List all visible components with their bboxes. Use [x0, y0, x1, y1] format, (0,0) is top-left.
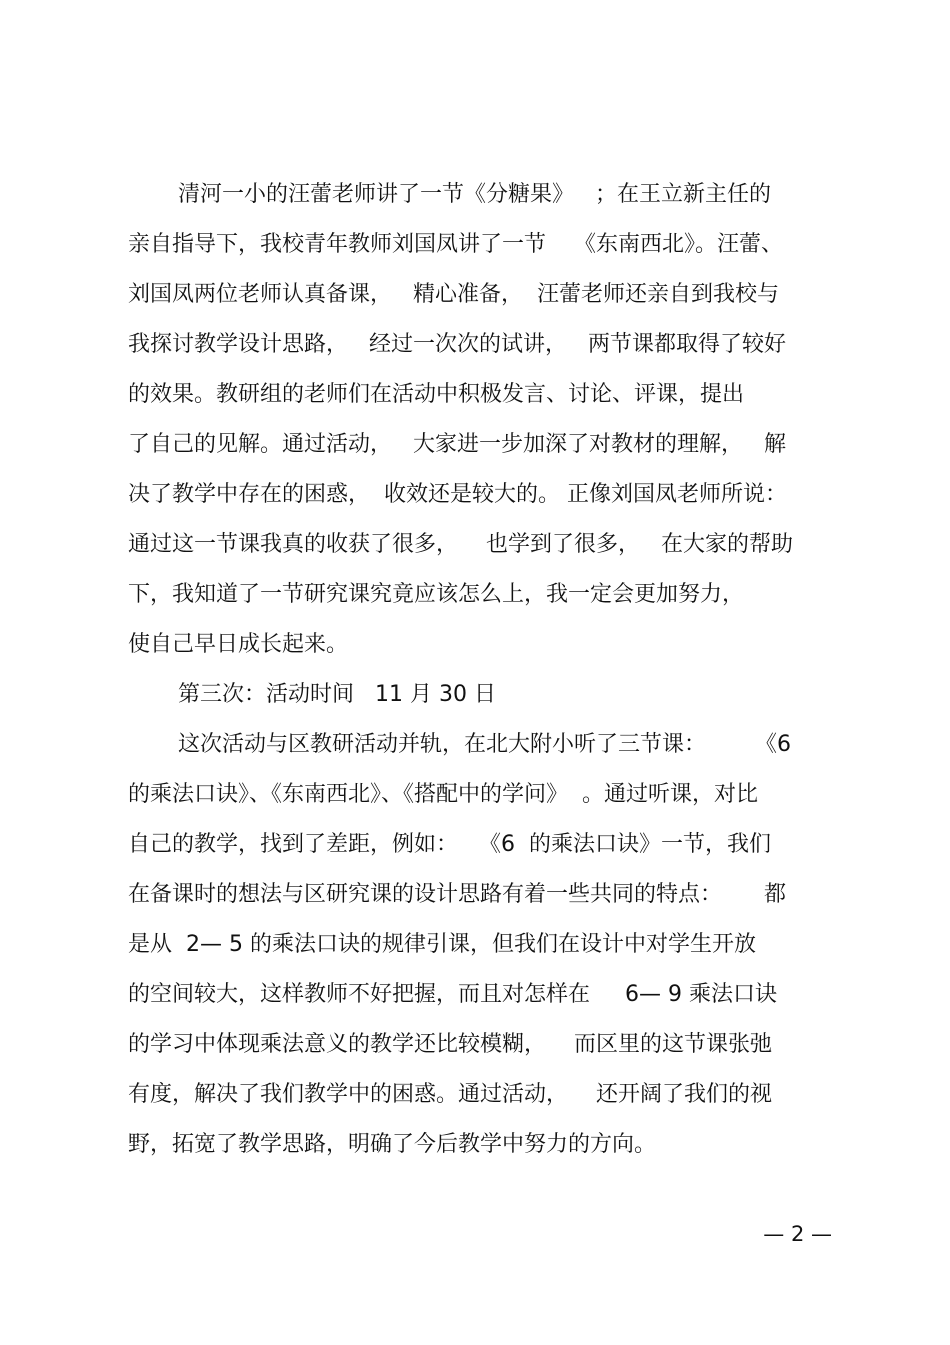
paragraph-line: 的乘法口诀》、《东南西北》、《搭配中的学问》 。通过听课，对比 [128, 782, 758, 807]
paragraph-line: 我探讨教学设计思路， 经过一次次的试讲， 两节课都取得了较好 [128, 332, 786, 357]
paragraph-line: 清河一小的汪蕾老师讲了一节《分糖果》 ；在王立新主任的 [178, 182, 771, 207]
paragraph-line: 的学习中体现乘法意义的教学还比较模糊， 而区里的这节课张弛 [128, 1032, 772, 1057]
page-number: — 2 — [763, 1222, 832, 1246]
paragraph-line: 通过这一节课我真的收获了很多， 也学到了很多， 在大家的帮助 [128, 532, 793, 557]
paragraph-line: 这次活动与区教研活动并轨，在北大附小听了三节课： 《6 [178, 732, 791, 757]
paragraph-line: 了自己的见解。通过活动， 大家进一步加深了对教材的理解， 解 [128, 432, 786, 457]
paragraph-line: 使自己早日成长起来。 [128, 632, 349, 657]
paragraph-line: 的效果。教研组的老师们在活动中积极发言、讨论、评课，提出 [128, 382, 745, 407]
section-heading-third: 第三次：活动时间 11 月 30 日 [178, 682, 496, 707]
paragraph-line: 下，我知道了一节研究课究竟应该怎么上，我一定会更加努力， [128, 582, 745, 607]
paragraph-line: 决了教学中存在的困惑， 收效还是较大的。 正像刘国凤老师所说： [128, 482, 787, 507]
paragraph-line: 刘国凤两位老师认真备课， 精心准备， 汪蕾老师还亲自到我校与 [128, 282, 779, 307]
paragraph-line: 是从 2— 5 的乘法口诀的规律引课，但我们在设计中对学生开放 [128, 932, 756, 957]
paragraph-line: 的空间较大，这样教师不好把握，而且对怎样在 6— 9 乘法口诀 [128, 982, 777, 1007]
paragraph-line: 在备课时的想法与区研究课的设计思路有着一些共同的特点： 都 [128, 882, 786, 907]
paragraph-line: 野，拓宽了教学思路，明确了今后教学中努力的方向。 [128, 1132, 657, 1157]
paragraph-line: 亲自指导下，我校青年教师刘国凤讲了一节 《东南西北》。汪蕾、 [128, 232, 783, 257]
paragraph-line: 自己的教学，找到了差距，例如： 《6 的乘法口诀》一节，我们 [128, 832, 771, 857]
paragraph-line: 有度，解决了我们教学中的困惑。通过活动， 还开阔了我们的视 [128, 1082, 772, 1107]
